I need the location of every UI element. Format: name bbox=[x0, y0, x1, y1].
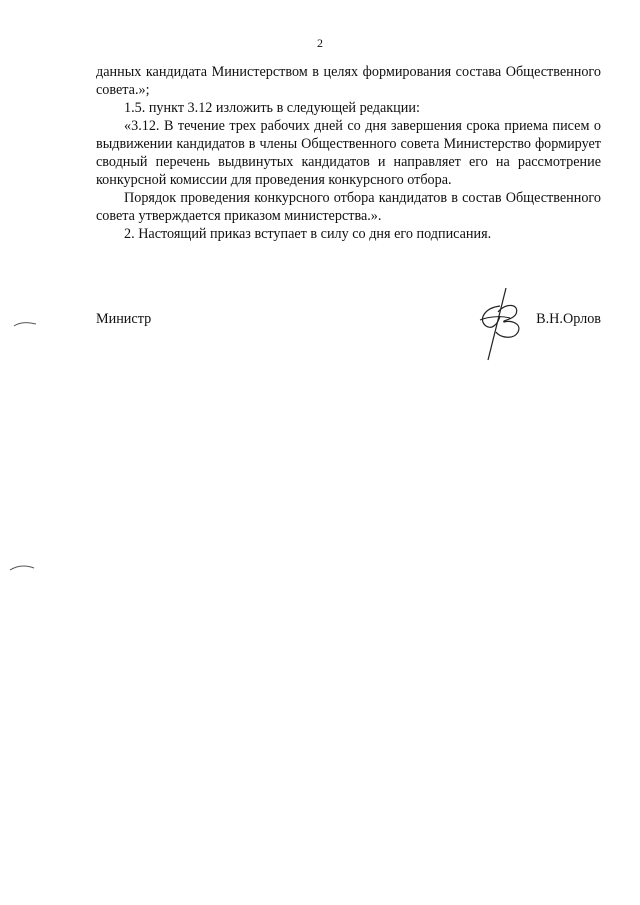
margin-scan-mark-bottom bbox=[0, 562, 40, 574]
paragraph-clause-3-12: «3.12. В течение трех рабочих дней со дня завершения срока приема писем о выдвижении кандидатов в члены Общественного совета Министерство формирует сводный перечень выдвинутых кандидатов и направляет его на рассмотрение конкурсной комиссии для проведения конкурсного отбора. bbox=[96, 118, 601, 188]
margin-scan-mark-top bbox=[0, 318, 40, 330]
signatory-name: В.Н.Орлов bbox=[536, 311, 601, 327]
handwritten-signature bbox=[476, 286, 536, 362]
page-number: 2 bbox=[317, 36, 323, 50]
paragraph-item-1-5: 1.5. пункт 3.12 изложить в следующей редакции: bbox=[124, 100, 420, 116]
paragraph-selection-procedure: Порядок проведения конкурсного отбора кандидатов в состав Общественного совета утверждается приказом министерства.». bbox=[96, 190, 601, 224]
paragraph-continuation: данных кандидата Министерством в целях формирования состава Общественного совета.»; bbox=[96, 64, 601, 98]
paragraph-effective-date: 2. Настоящий приказ вступает в силу со дня его подписания. bbox=[124, 226, 492, 242]
document-body bbox=[96, 63, 601, 243]
signatory-title: Министр bbox=[96, 311, 152, 327]
signature-block bbox=[96, 310, 601, 350]
